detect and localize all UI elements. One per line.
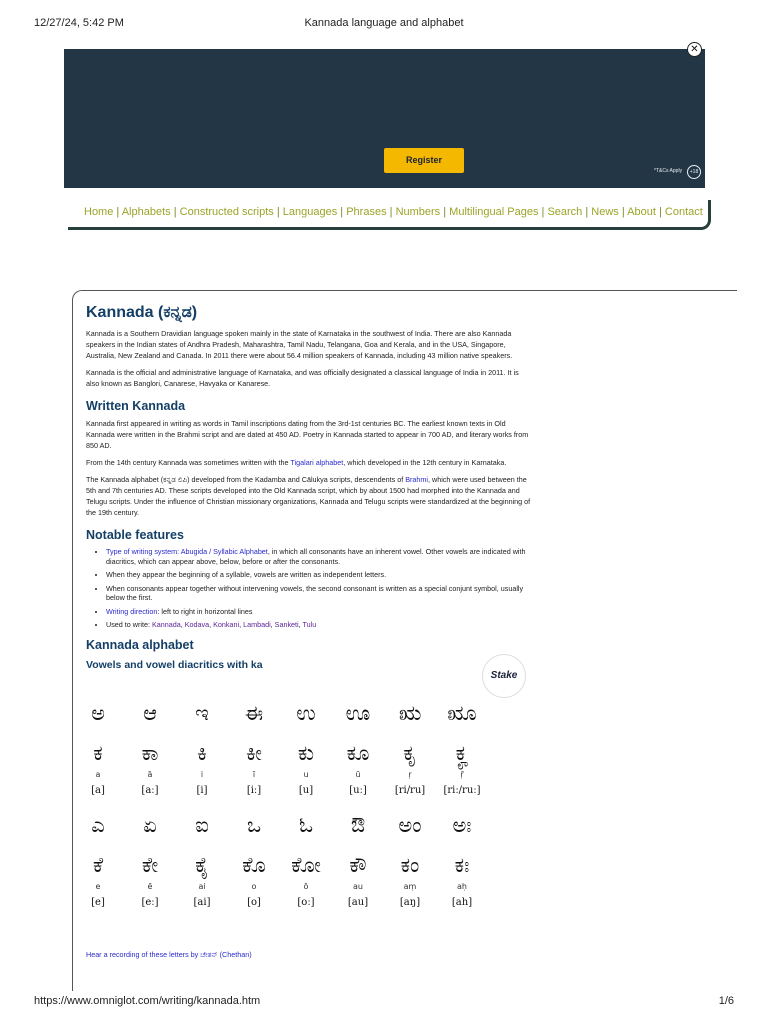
close-ad-icon[interactable]: ✕ <box>687 42 702 57</box>
transliteration: aḥ <box>457 882 467 891</box>
ka-syllable: ಕೊ <box>242 853 266 877</box>
feature-item: • When consonants appear together without intervening vowels, the second consonant is written as a special conjunt symbol, usually below the first. <box>106 584 532 603</box>
vowel-letter: ಅಂ <box>398 813 422 837</box>
ipa-value: [oː] <box>297 897 315 908</box>
main-navigation <box>68 200 711 230</box>
transliteration: e <box>95 882 101 891</box>
table-row <box>72 810 488 840</box>
transliteration: o <box>251 882 257 891</box>
advertisement-banner[interactable] <box>64 49 705 188</box>
nav-item <box>84 206 113 218</box>
language-link-tulu[interactable]: Tulu <box>302 620 317 629</box>
vowel-letter: ಇ <box>195 701 209 725</box>
ipa-value: [ri/ru] <box>394 785 426 796</box>
nav-separator: | <box>337 206 347 218</box>
text-span: : left to right in horizontal lines <box>157 606 253 616</box>
text-span: , which developed in the 12th century in Karnataka. <box>343 458 507 467</box>
feature-item: • When they appear the beginning of a syllable, vowels are written as independent letters. <box>106 570 532 580</box>
written-kannada-heading: Written Kannada <box>86 399 186 413</box>
transliteration: ī <box>252 770 256 779</box>
vowel-letter: ಐ <box>195 813 209 837</box>
transliteration: ā <box>147 770 153 779</box>
ipa-value: [iː] <box>246 785 262 796</box>
text-span: , which were used between the 5th and 7th centuries AD. These scripts developed into the Old Kannada script, which by about 1500 had morphed into the Kannada and Telugu scripts. Under the influence of Christian missionary organizations, Kannada and Telugu scripts were standardized at the beginning of the 19th century. <box>86 475 531 517</box>
vowel-letter: ಆ <box>143 701 157 725</box>
nav-item <box>171 206 274 218</box>
ipa-value: [i] <box>196 785 208 796</box>
nav-separator: | <box>582 206 592 218</box>
kannada-alphabet-heading: Kannada alphabet <box>86 637 194 652</box>
vowel-letter: ಉ <box>296 701 316 725</box>
nav-separator: | <box>273 206 283 218</box>
spacer-row <box>72 800 488 810</box>
ipa-value: [uː] <box>349 785 367 796</box>
vowel-letter: ಅ <box>91 701 105 725</box>
nav-item <box>337 206 386 218</box>
vowel-letter: ಋ <box>398 701 422 725</box>
ka-syllable: ಕೇ <box>141 853 159 877</box>
ka-syllable: ಕಾ <box>141 741 159 765</box>
transliteration: u <box>303 770 309 779</box>
ipa-value: [riː/ruː] <box>443 785 481 796</box>
nav-item <box>656 206 703 218</box>
ad-terms-text: *T&Cs Apply <box>654 168 683 174</box>
nav-link-alphabets[interactable]: Alphabets <box>121 206 171 218</box>
transliteration: a <box>95 770 101 779</box>
ka-syllable: ಕಃ <box>454 853 470 877</box>
nav-link-contact[interactable]: Contact <box>664 206 703 218</box>
vowel-letter: ಔ <box>350 813 366 837</box>
vowel-letter: ಓ <box>298 813 314 837</box>
recording-link[interactable]: Hear a recording of these letters by ಚೇತನ್ (Chethan) <box>86 950 252 959</box>
spacer-row <box>72 728 488 738</box>
feature-item <box>106 620 532 630</box>
vowel-letter: ಏ <box>143 813 157 837</box>
notable-features-heading: Notable features <box>86 528 184 542</box>
ka-syllable: ಕೋ <box>291 853 321 877</box>
language-link-kodava[interactable]: Kodava <box>184 620 210 629</box>
written-paragraph-3 <box>86 474 532 518</box>
brahmi-link[interactable]: Brahmi <box>405 475 429 484</box>
print-page-title: Kannada language and alphabet <box>304 17 464 29</box>
feature-item <box>106 607 532 617</box>
transliteration: aṃ <box>403 882 417 891</box>
writing-direction-link[interactable]: Writing direction <box>106 606 158 616</box>
transliteration: ṛ <box>408 770 412 779</box>
vowel-letter: ಎ <box>91 813 105 837</box>
text-span: The Kannada alphabet (ಕನ್ನಡ ಲಿಪಿ) developed from the Kadamba and Cālukya scripts, descendents of <box>86 475 406 484</box>
table-row <box>72 782 488 800</box>
language-link-sanketi[interactable]: Sanketi <box>274 620 299 629</box>
ipa-value: [ah] <box>451 897 473 908</box>
vowel-letter: ಅಃ <box>452 813 472 837</box>
transliteration: ṝ <box>460 770 464 779</box>
nav-link-constructed-scripts[interactable]: Constructed scripts <box>179 206 274 218</box>
ka-syllable: ಕು <box>297 741 315 765</box>
nav-separator: | <box>170 206 180 218</box>
vowel-letter: ಒ <box>246 813 262 837</box>
table-row <box>72 894 488 912</box>
spacer-cell <box>72 728 488 738</box>
transliteration: ai <box>198 882 206 891</box>
ipa-value: [aː] <box>141 785 159 796</box>
vowel-table <box>72 698 488 912</box>
print-header <box>34 17 734 31</box>
nav-separator: | <box>113 206 122 218</box>
print-footer <box>34 995 734 1009</box>
ipa-value: [u] <box>298 785 314 796</box>
features-list <box>86 547 532 630</box>
nav-item <box>113 206 170 218</box>
nav-separator: | <box>618 206 628 218</box>
table-row <box>72 738 488 768</box>
ipa-value: [e] <box>91 897 105 908</box>
table-row <box>72 880 488 894</box>
language-link-konkani[interactable]: Konkani <box>213 620 240 629</box>
nav-link-languages[interactable]: Languages <box>282 206 338 218</box>
nav-link-multilingual-pages[interactable]: Multilingual Pages <box>449 206 539 218</box>
print-datetime: 12/27/24, 5:42 PM <box>34 17 124 29</box>
nav-separator: | <box>440 206 450 218</box>
table-row <box>72 850 488 880</box>
intro-paragraph-2: Kannada is the official and administrative language of Karnataka, and was officially designated a classical language of India in 2011. It is also known as Banglori, Canarese, Havyaka or Kanarese. <box>86 368 519 388</box>
written-paragraph-1: Kannada first appeared in writing as words in Tamil inscriptions dating from the 3rd-1st centuries BC. The earliest known texts in Old Kannada were written in the Brahmi script and are dated at 450 AD. Poetry in Kannada started to appear in 700 AD, and literary works from 850 AD. <box>86 419 529 450</box>
ka-syllable: ಕೃ <box>403 741 417 765</box>
table-row <box>72 768 488 782</box>
nav-separator: | <box>538 206 548 218</box>
nav-separator: | <box>386 206 396 218</box>
ka-syllable: ಕ <box>93 741 103 765</box>
nav-item <box>582 206 619 218</box>
nav-item <box>619 206 656 218</box>
stake-logo[interactable]: Stake <box>482 654 526 698</box>
nav-link-home[interactable]: Home <box>84 206 114 218</box>
ipa-value: [ai] <box>193 897 211 908</box>
writing-system-link[interactable]: Type of writing system: Abugida / Syllabic Alphabet <box>106 547 268 556</box>
nav-link-about[interactable]: About <box>627 206 656 218</box>
ka-syllable: ಕೀ <box>246 741 262 765</box>
vowel-letter: ಊ <box>345 701 371 725</box>
ad-register-button[interactable]: Register <box>384 148 464 173</box>
transliteration: i <box>200 770 204 779</box>
feature-item <box>106 547 532 566</box>
vowels-heading: Vowels and vowel diacritics with ka <box>86 658 263 671</box>
nav-item <box>538 206 582 218</box>
nav-link-search[interactable]: Search <box>547 206 583 218</box>
print-url: https://www.omniglot.com/writing/kannada.htm <box>34 995 261 1007</box>
ka-syllable: ಕೄ <box>455 741 469 765</box>
nav-link-numbers[interactable]: Numbers <box>395 206 441 218</box>
ipa-value: [aŋ] <box>399 897 421 908</box>
language-link-kannada[interactable]: Kannada <box>151 620 181 629</box>
transliteration: ē <box>147 882 153 891</box>
text-span: From the 14th century Kannada was sometimes written with the <box>86 458 291 467</box>
vowel-letter: ೠ <box>447 701 477 725</box>
ipa-value: [o] <box>247 897 261 908</box>
nav-item <box>440 206 538 218</box>
used-to-write-links: Kannada, Kodava, Konkani, Lambadi, Sanketi, Tulu <box>151 620 317 629</box>
page-title: Kannada (ಕನ್ನಡ) <box>86 304 198 321</box>
transliteration: ū <box>355 770 361 779</box>
nav-separator: | <box>655 206 665 218</box>
nav-link-news[interactable]: News <box>591 206 619 218</box>
ka-syllable: ಕೈ <box>195 853 209 877</box>
ipa-value: [au] <box>347 897 369 908</box>
ad-age-badge: +18 <box>687 165 701 179</box>
spacer-cell <box>72 800 488 810</box>
transliteration: ō <box>303 882 309 891</box>
print-page-number: 1/6 <box>718 995 734 1007</box>
spacer-cell <box>72 840 488 850</box>
nav-link-phrases[interactable]: Phrases <box>346 206 387 218</box>
spacer-row <box>72 840 488 850</box>
ipa-value: [eː] <box>141 897 159 908</box>
article-content <box>86 304 532 675</box>
tigalari-link[interactable]: Tigalari alphabet <box>290 458 344 467</box>
written-paragraph-2 <box>86 457 532 468</box>
text-span: , in which all consonants have an inherent vowel. Other vowels are indicated with diacritics, which can appear above, below, before or after the consonants. <box>106 547 526 566</box>
text-span: Used to write: <box>106 620 152 629</box>
intro-paragraph-1: Kannada is a Southern Dravidian language spoken mainly in the state of Karnataka in the southwest of India. There are also Kannada speakers in the Indian states of Andhra Pradesh, Maharashtra, Tamil Nadu, Telangana, Goa and Kerala, and in the USA, Singapore, Australia, New Zealand and Canada. In 2011 there were about 56.4 million speakers of Kannada, including 43 million native speakers. <box>86 329 513 360</box>
transliteration: au <box>353 882 363 891</box>
ka-syllable: ಕಿ <box>197 741 207 765</box>
ka-syllable: ಕೂ <box>346 741 370 765</box>
language-link-lambadi[interactable]: Lambadi <box>243 620 271 629</box>
nav-list <box>84 206 703 218</box>
vowel-letter: ಈ <box>244 701 264 725</box>
ka-syllable: ಕಂ <box>400 853 420 877</box>
ipa-value: [a] <box>91 785 105 796</box>
ka-syllable: ಕೆ <box>92 853 104 877</box>
table-row <box>72 698 488 728</box>
nav-item <box>387 206 441 218</box>
ka-syllable: ಕೌ <box>349 853 367 877</box>
nav-item <box>274 206 337 218</box>
